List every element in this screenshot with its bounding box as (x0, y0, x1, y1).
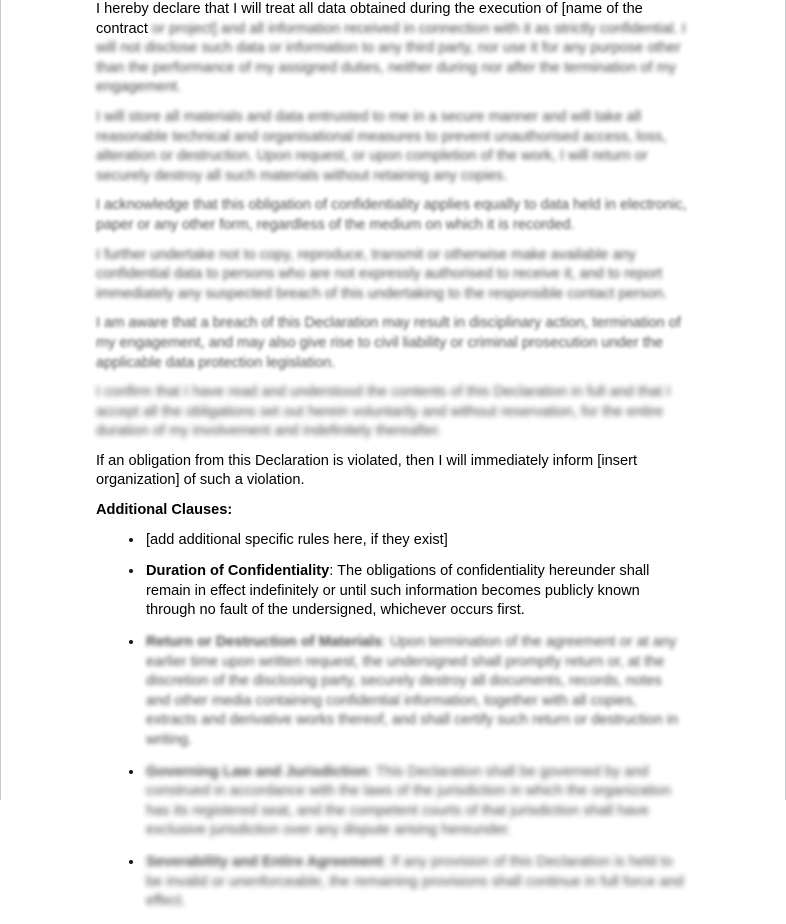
redacted-text-block-6: I confirm that I have read and understood the contents of this Declaration in full and that I accept all the obligations set out herein voluntarily and without reservation, for the entire duration of my involvement and indefinitely thereafter. (96, 384, 671, 440)
clause-redacted-1-block (146, 633, 688, 751)
clause-redacted-1-label: Return or Destruction of Materials (146, 634, 382, 651)
paragraph-redacted-3 (96, 196, 688, 235)
clause-redacted-2-block (146, 763, 688, 841)
bullet-icon (129, 770, 133, 774)
clause-duration-text: : The obligations of confidentiality hereunder shall remain in effect indefinitely or until such information becomes publicly known through no fault of the undersigned, whichever occurs first. (146, 563, 650, 619)
clause-redacted-3-label: Severability and Entire Agreement (146, 853, 384, 870)
list-item-clause-redacted-2 (96, 763, 688, 841)
redacted-text-block-3: I acknowledge that this obligation of confidentiality applies equally to data held in electronic, paper or any other form, regardless of the medium on which it is recorded. (96, 197, 687, 233)
clause-redacted-1-text: : Upon termination of the agreement or at any earlier time upon written request, the undersigned shall promptly return or, at the discretion of the disclosing party, securely destroy all documents, records, notes and other media containing confidential information, together with all copies, extracts and derivative works thereof, and shall certify such return or destruction in writing. (146, 634, 679, 748)
additional-clauses-heading: Additional Clauses: (96, 502, 233, 519)
bullet-icon (129, 640, 133, 644)
list-item-clause-redacted-3 (96, 853, 688, 912)
declaration-opening-redacted-text: or project] and all information received in connection with it as strictly confidential. I will not disclose such data or information to any third party, nor use it for any purpose other than the performance of my assigned duties, neither during nor after the termination of my engagement. (96, 20, 686, 96)
bullet-icon (129, 569, 133, 573)
list-item-clause-placeholder (96, 531, 688, 551)
paragraph-redacted-4 (96, 246, 688, 305)
document-content (96, 0, 688, 924)
clause-duration-label: Duration of Confidentiality (146, 563, 330, 580)
paragraph-violation-notice (96, 452, 688, 491)
violation-notice-text: If an obligation from this Declaration is violated, then I will immediately inform [insert organization] of such a violation. (96, 452, 638, 489)
redacted-text-block-4: I further undertake not to copy, reproduce, transmit or otherwise make available any confidential data to persons who are not expressly authorised to receive it, and to report immediately any suspected breach of this undertaking to the responsible contact person. (96, 246, 668, 302)
additional-clauses-list (96, 531, 688, 912)
paragraph-redacted-2 (96, 108, 688, 186)
paragraph-redacted-6 (96, 383, 688, 442)
list-item-clause-redacted-1 (96, 633, 688, 751)
clause-redacted-3-block (146, 853, 688, 912)
bullet-icon (129, 538, 133, 542)
clause-redacted-2-label: Governing Law and Jurisdiction (146, 763, 369, 780)
clause-redacted-2-text: : This Declaration shall be governed by and construed in accordance with the laws of the jurisdiction in which the organization has its registered seat, and the competent courts of that jurisdiction shall have exclusive jurisdiction over any dispute arising hereunder. (146, 763, 671, 839)
paragraph-declaration-opening (96, 0, 688, 98)
paragraph-redacted-5 (96, 314, 688, 373)
bullet-icon (129, 860, 133, 864)
redacted-text-block-2: I will store all materials and data entrusted to me in a secure manner and will take all reasonable technical and organisational measures to prevent unauthorised access, loss, alteration or destruction. Upon request, or upon completion of the work, I will return or securely destroy all such materials without retaining any copies. (96, 108, 667, 184)
list-item-clause-duration (96, 562, 688, 621)
declaration-opening-visible-text: I hereby declare that I will treat all data obtained during the execution of [name of the contract (96, 1, 643, 37)
clause-redacted-3-text: : If any provision of this Declaration is held to be invalid or unenforceable, the remaining provisions shall continue in full force and effect. (146, 853, 684, 910)
clause-placeholder-text: [add additional specific rules here, if they exist] (146, 531, 448, 548)
redacted-text-block-5: I am aware that a breach of this Declaration may result in disciplinary action, termination of my engagement, and may also give rise to civil liability or criminal prosecution under the applicable data protection legislation. (96, 315, 681, 371)
